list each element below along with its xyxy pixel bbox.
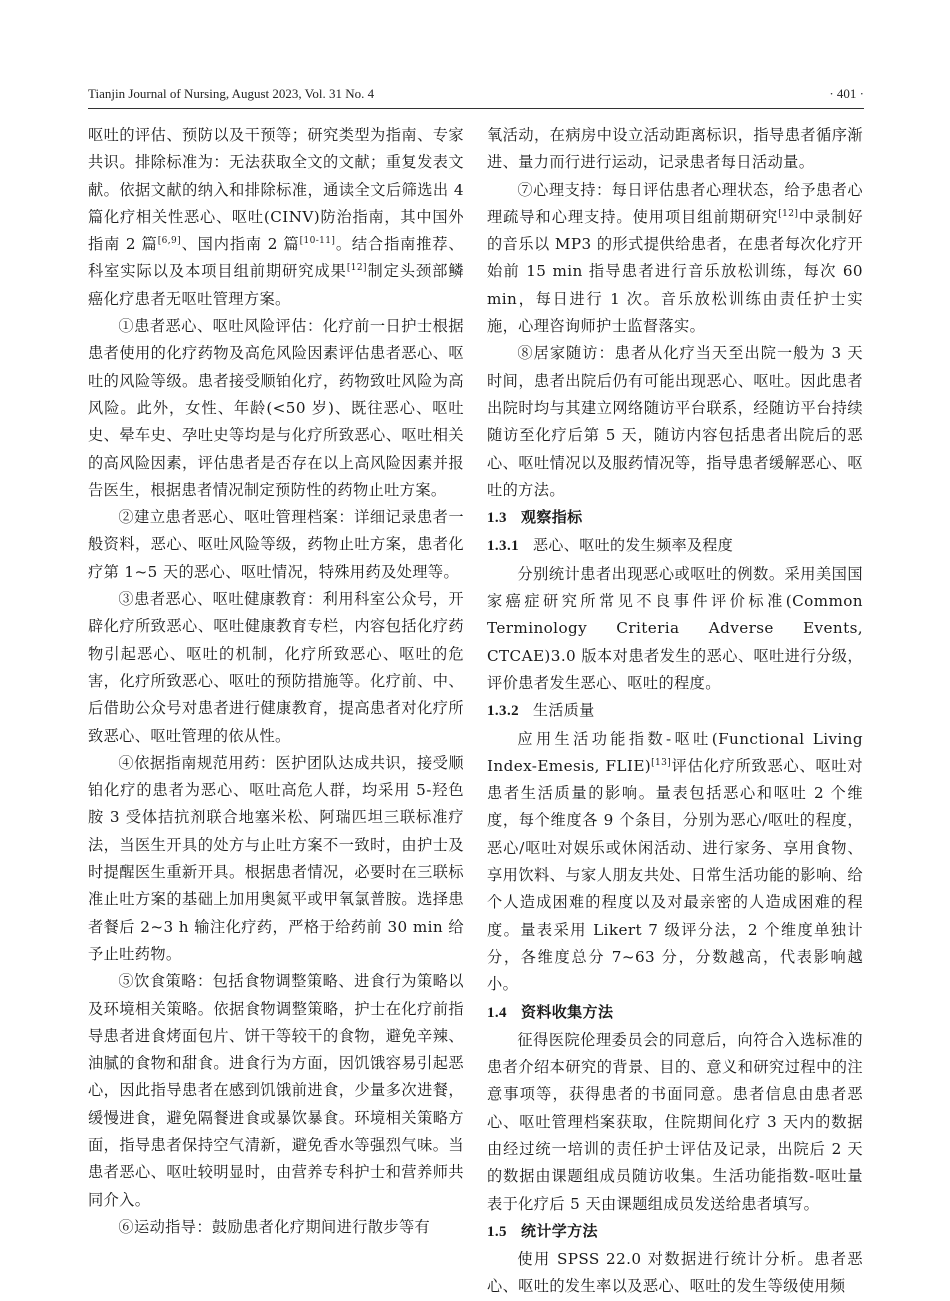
right-column xyxy=(487,122,863,1301)
section-heading-1-5: 1.5 统计学方法 xyxy=(487,1221,598,1240)
citation-ref[interactable]: [6,9] xyxy=(157,236,182,247)
paragraph: 呕吐的评估、预防以及干预等；研究类型为指南、专家共识。排除标准为：无法获取全文的文献；重复发表文献。依据文献的纳入和排除标准，通读全文后筛选出 4 篇化疗相关性恶心、呕吐(CINV)防治指南，其中国外指南 2 篇[6,9]、国内指南 2 篇[10-11]。结合指南推荐、科室实际以及本项目组前期研究成果[12]制定头颈部鳞癌化疗患者无呕吐管理方案。 xyxy=(88,126,465,308)
paragraph-data-collection: 征得医院伦理委员会的同意后，向符合入选标准的患者介绍本研究的背景、目的、意义和研究过程中的注意事项等，获得患者的书面同意。患者信息由患者恶心、呕吐管理档案获取，住院期间化疗 3 天内的数据由经过统一培训的责任护士评估及记录，出院后 2 天的数据由课题组成员随访收集。生活功能指数-呕吐量表于化疗后 5 天由课题组成员发送给患者填写。 xyxy=(487,1030,863,1213)
section-heading-1-3: 1.3 观察指标 xyxy=(487,508,583,527)
paragraph-ctcae: 分别统计患者出现恶心或呕吐的例数。采用美国国家癌症研究所常见不良事件评价标准(Common Terminology Criteria Adverse Events, CTCAE)3.0 版本对患者发生的恶心、呕吐进行分级，评价患者发生恶心、呕吐的程度。 xyxy=(487,564,863,692)
paragraph-diet-strategy: ⑤饮食策略：包括食物调整策略、进食行为策略以及环境相关策略。依据食物调整策略，护士在化疗前指导患者进食烤面包片、饼干等较干的食物，避免辛辣、油腻的食物和甜食。进食行为方面，因饥饿容易引起恶心，因此指导患者在感到饥饿前进食，少量多次进餐，缓慢进食，避免隔餐进食或暴饮暴食。环境相关策略方面，指导患者保持空气清新，避免香水等强烈气味。当患者恶心、呕吐较明显时，由营养专科护士和营养师共同介入。 xyxy=(88,972,464,1209)
paragraph-risk-assessment: ①患者恶心、呕吐风险评估：化疗前一日护士根据患者使用的化疗药物及高危风险因素评估患者恶心、呕吐的风险等级。患者接受顺铂化疗，药物致吐风险为高风险。此外，女性、年龄(<50 岁)、既往恶心、呕吐史、晕车史、孕吐史等均是与化疗所致恶心、呕吐相关的高风险因素，评估患者是否存在以上高风险因素并报告医生，根据患者情况制定预防性的药物止吐方案。 xyxy=(88,317,464,499)
citation-ref[interactable]: [12] xyxy=(778,208,799,219)
paragraph-medication: ④依据指南规范用药：医护团队达成共识，接受顺铂化疗的患者为恶心、呕吐高危人群，均采用 5-羟色胺 3 受体拮抗剂联合地塞米松、阿瑞匹坦三联标准疗法，当医生开具的处方与止吐方案不一致时，由护士及时提醒医生重新开具。根据患者情况，必要时在三联标准止吐方案的基础上加用奥氮平或甲氧氯普胺。选择患者餐后 2~3 h 输注化疗药，严格于给药前 30 min 给予止吐药物。 xyxy=(88,753,464,963)
paragraph-statistics: 使用 SPSS 22.0 对数据进行统计分析。患者恶心、呕吐的发生率以及恶心、呕吐的发生等级使用频 xyxy=(487,1250,863,1296)
paragraph: 氧活动，在病房中设立活动距离标识，指导患者循序渐进、量力而行进行运动，记录患者每日活动量。 xyxy=(487,126,863,172)
paragraph-flie: 应用生活功能指数-呕吐(Functional Living Index-Emesis, FLIE)[13]评估化疗所致恶心、呕吐对患者生活质量的影响。量表包括恶心和呕吐 2 个维度，每个维度各 9 个条目，分别为恶心/呕吐的程度，恶心/呕吐对娱乐或休闲活动、进行家务、享用食物、享用饮料、与家人朋友共处、日常生活功能的影响、给个人造成困难的程度以及对最亲密的人造成困难的程度。量表采用 Likert 7 级评分法，2 个维度单独计分，各维度总分 7~63 分，分数越高，代表影响越小。 xyxy=(487,729,863,994)
left-column xyxy=(88,122,464,1241)
citation-ref[interactable]: [12] xyxy=(346,263,367,274)
page-number: · 401 · xyxy=(829,86,864,101)
paragraph-management-record: ②建立患者恶心、呕吐管理档案：详细记录患者一般资料，恶心、呕吐风险等级，药物止吐方案，患者化疗第 1~5 天的恶心、呕吐情况，特殊用药及处理等。 xyxy=(88,508,464,581)
paragraph-exercise: ⑥运动指导：鼓励患者化疗期间进行散步等有 xyxy=(118,1217,431,1236)
paragraph-home-followup: ⑧居家随访：患者从化疗当天至出院一般为 3 天时间，患者出院后仍有可能出现恶心、呕吐。因此患者出院时均与其建立网络随访平台联系，经随访平台持续随访至化疗后第 5 天，随访内容包括患者出院后的恶心、呕吐情况以及服药情况等，指导患者缓解恶心、呕吐的方法。 xyxy=(487,344,863,499)
header-rule xyxy=(88,108,864,109)
section-heading-1-3-1: 1.3.1 恶心、呕吐的发生频率及程度 xyxy=(487,536,734,555)
paragraph-health-education: ③患者恶心、呕吐健康教育：利用科室公众号，开辟化疗所致恶心、呕吐健康教育专栏，内容包括化疗药物引起恶心、呕吐的机制，化疗所致恶心、呕吐的危害，化疗所致恶心、呕吐的预防措施等。化疗前、中、后借助公众号对患者进行健康教育，提高患者对化疗所致恶心、呕吐管理的依从性。 xyxy=(88,590,464,745)
section-heading-1-4: 1.4 资料收集方法 xyxy=(487,1002,614,1021)
section-heading-1-3-2: 1.3.2 生活质量 xyxy=(487,701,595,720)
citation-ref[interactable]: [13] xyxy=(651,757,672,768)
journal-citation: Tianjin Journal of Nursing, August 2023, Vol. 31 No. 4 xyxy=(88,86,375,101)
citation-ref[interactable]: [10-11] xyxy=(299,236,336,247)
running-head xyxy=(88,86,864,104)
paragraph-psychological-support: ⑦心理支持：每日评估患者心理状态，给予患者心理疏导和心理支持。使用项目组前期研究[12]中录制好的音乐以 MP3 的形式提供给患者，在患者每次化疗开始前 15 min 指导患者进行音乐放松训练，每次 60 min，每日进行 1 次。音乐放松训练由责任护士实施，心理咨询师护士监督落实。 xyxy=(487,180,863,336)
